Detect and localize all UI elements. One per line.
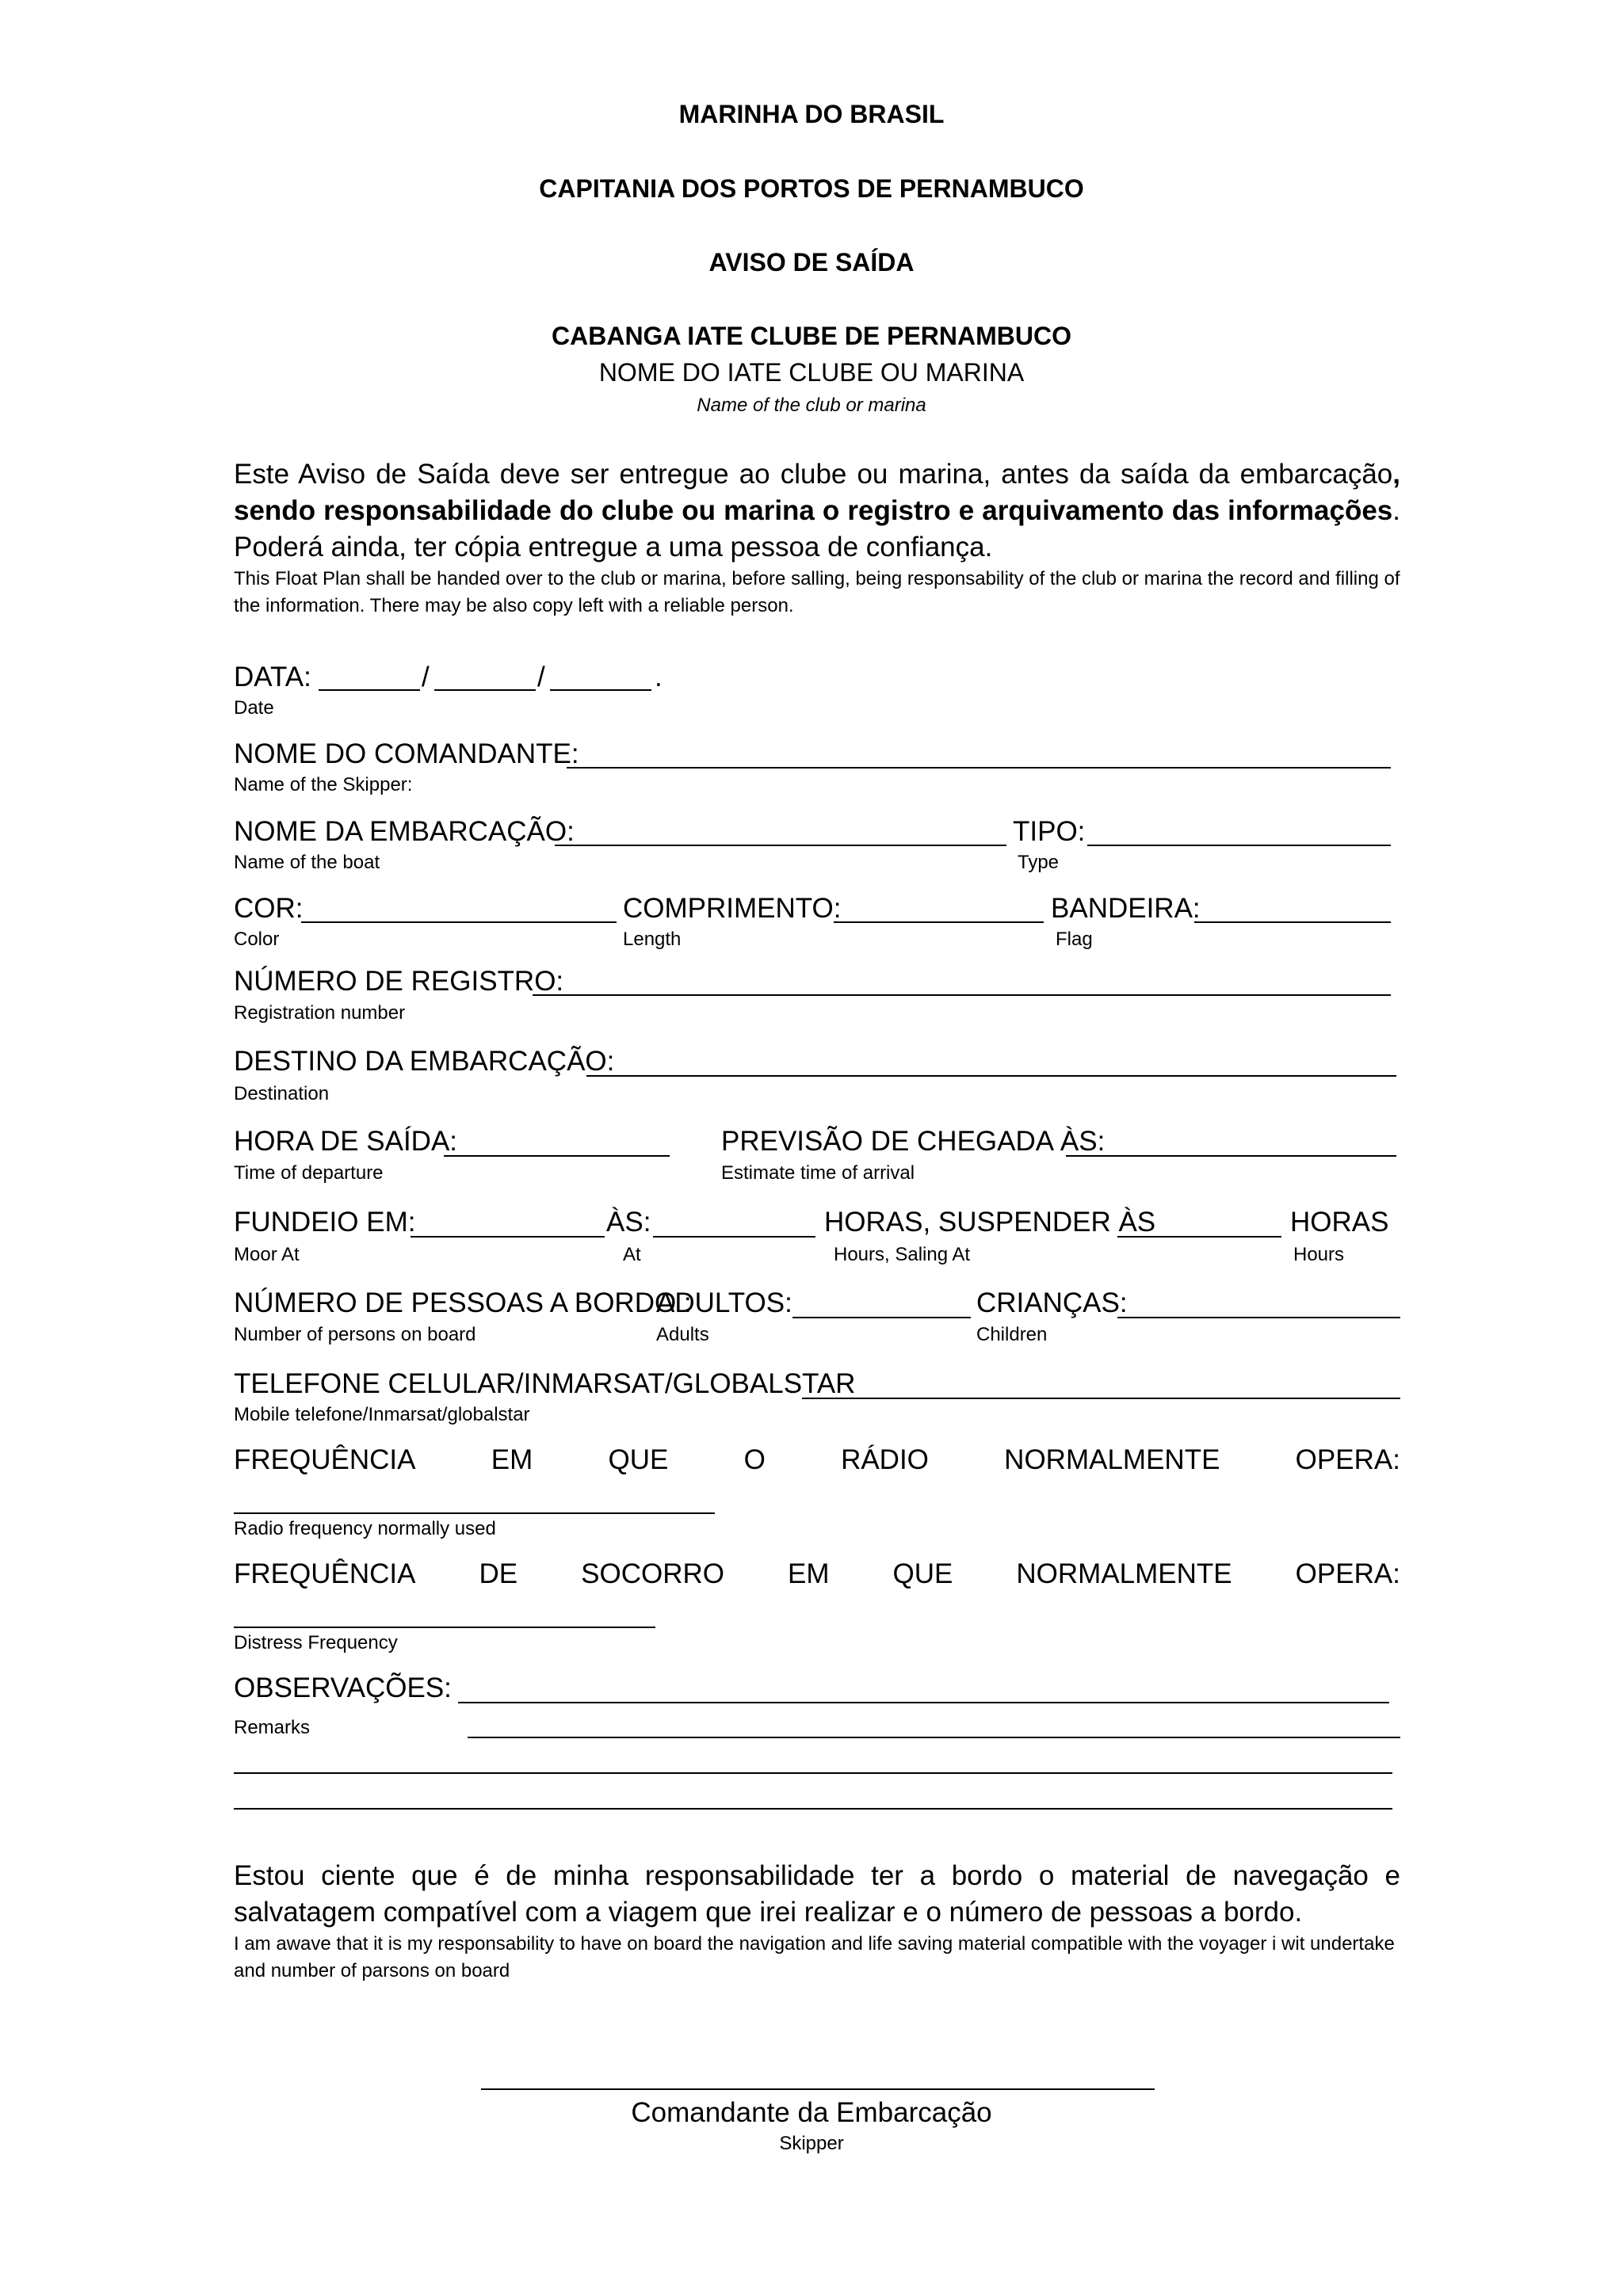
persons-en: Number of persons on board xyxy=(234,1324,476,1345)
arrival-en: Estimate time of arrival xyxy=(721,1162,915,1184)
date-year-field[interactable] xyxy=(550,689,651,691)
boat-en: Name of the boat xyxy=(234,852,380,873)
arrival-field[interactable] xyxy=(1066,1155,1396,1157)
distress-word: FREQUÊNCIA xyxy=(234,1558,416,1589)
departure-label: HORA DE SAÍDA: xyxy=(234,1126,458,1157)
signature-en: Skipper xyxy=(779,2133,844,2154)
declaration-paragraph xyxy=(234,1858,1400,1985)
radio-word: QUE xyxy=(608,1444,669,1475)
date-sep-2: / xyxy=(537,662,545,692)
length-field[interactable] xyxy=(834,921,1044,923)
intro-english: This Float Plan shall be handed over to the club or marina, before salling, being responsability of the club or marina the record and filling of the information. There may be also copy left with a reliable person. xyxy=(234,568,1400,616)
registration-en: Registration number xyxy=(234,1002,406,1024)
moor-at-field[interactable] xyxy=(653,1236,815,1238)
flag-label: BANDEIRA: xyxy=(1051,893,1201,924)
color-label: COR: xyxy=(234,893,304,924)
distress-word: DE xyxy=(479,1558,518,1589)
radio-word: EM xyxy=(491,1444,533,1475)
destination-label: DESTINO DA EMBARCAÇÃO: xyxy=(234,1046,615,1077)
children-label: CRIANÇAS: xyxy=(976,1287,1128,1318)
date-label: DATA: xyxy=(234,662,311,692)
club-label-en: Name of the club or marina xyxy=(697,395,926,416)
date-en: Date xyxy=(234,697,274,719)
intro-paragraph xyxy=(234,456,1400,620)
radio-word: OPERA: xyxy=(1295,1444,1400,1475)
radio-frequency-label xyxy=(234,1444,1400,1476)
intro-bold-text: sendo responsabilidade do clube ou marina o registro e arquivamento das informações xyxy=(234,495,1393,526)
moor-label: FUNDEIO EM: xyxy=(234,1207,416,1238)
intro-period: . xyxy=(1392,495,1400,526)
skipper-field[interactable] xyxy=(567,767,1391,769)
distress-word: EM xyxy=(788,1558,830,1589)
remarks-line-1[interactable] xyxy=(458,1702,1389,1703)
destination-en: Destination xyxy=(234,1083,330,1104)
radio-word: FREQUÊNCIA xyxy=(234,1444,416,1475)
moor-at-label: ÀS: xyxy=(606,1207,651,1238)
remarks-line-2[interactable] xyxy=(468,1737,1400,1738)
departure-en: Time of departure xyxy=(234,1162,384,1184)
weigh-anchor-field[interactable] xyxy=(1117,1236,1281,1238)
departure-field[interactable] xyxy=(444,1155,670,1157)
moor-en: Moor At xyxy=(234,1244,300,1265)
moor-hours2-label: HORAS xyxy=(1290,1207,1389,1238)
moor-hours-en: Hours, Saling At xyxy=(834,1244,971,1265)
club-label: NOME DO IATE CLUBE OU MARINA xyxy=(598,358,1025,387)
distress-word: NORMALMENTE xyxy=(1016,1558,1232,1589)
destination-field[interactable] xyxy=(586,1075,1396,1077)
radio-word: O xyxy=(743,1444,766,1475)
remarks-line-4[interactable] xyxy=(234,1808,1392,1810)
radio-word: RÁDIO xyxy=(841,1444,929,1475)
length-en: Length xyxy=(623,929,682,950)
skipper-en: Name of the Skipper: xyxy=(234,774,413,795)
declaration-text: Estou ciente que é de minha responsabilidade ter a bordo o material de navegação e salvatagem compatível com a viagem que irei realizar e o número de pessoas a bordo. xyxy=(234,1860,1400,1928)
remarks-label: OBSERVAÇÕES: xyxy=(234,1672,452,1703)
phone-field[interactable] xyxy=(802,1398,1400,1399)
date-sep-1: / xyxy=(422,662,430,692)
adults-en: Adults xyxy=(656,1324,709,1345)
date-day-field[interactable] xyxy=(319,689,420,691)
remarks-en: Remarks xyxy=(234,1717,311,1738)
registration-field[interactable] xyxy=(533,994,1391,996)
radio-frequency-field[interactable] xyxy=(234,1512,715,1514)
color-en: Color xyxy=(234,929,280,950)
distress-word: OPERA: xyxy=(1295,1558,1400,1589)
type-label: TIPO: xyxy=(1013,816,1086,847)
type-field[interactable] xyxy=(1087,845,1391,846)
arrival-label: PREVISÃO DE CHEGADA ÀS: xyxy=(721,1126,1106,1157)
date-month-field[interactable] xyxy=(434,689,536,691)
club-name: CABANGA IATE CLUBE DE PERNAMBUCO xyxy=(552,322,1071,350)
children-field[interactable] xyxy=(1117,1317,1400,1318)
skipper-label: NOME DO COMANDANTE: xyxy=(234,738,579,769)
header-navy: MARINHA DO BRASIL xyxy=(678,100,945,128)
adults-field[interactable] xyxy=(792,1317,971,1318)
length-label: COMPRIMENTO: xyxy=(623,893,842,924)
distress-word: SOCORRO xyxy=(581,1558,724,1589)
distress-frequency-en: Distress Frequency xyxy=(234,1632,398,1653)
declaration-english: I am awave that it is my responsability to have on board the navigation and life saving material compatible with the voyager i wit undertake and number of parsons on board xyxy=(234,1933,1395,1981)
remarks-line-3[interactable] xyxy=(234,1772,1392,1774)
persons-label: NÚMERO DE PESSOAS A BORDO : xyxy=(234,1287,692,1318)
header-captaincy: CAPITANIA DOS PORTOS DE PERNAMBUCO xyxy=(539,174,1084,203)
signature-label: Comandante da Embarcação xyxy=(631,2097,992,2128)
date-end: . xyxy=(655,662,663,692)
color-field[interactable] xyxy=(301,921,617,923)
children-en: Children xyxy=(976,1324,1048,1345)
radio-word: NORMALMENTE xyxy=(1004,1444,1220,1475)
registration-label: NÚMERO DE REGISTRO: xyxy=(234,966,564,997)
flag-en: Flag xyxy=(1056,929,1093,950)
adults-label: ADULTOS: xyxy=(656,1287,792,1318)
moor-at-en: At xyxy=(623,1244,641,1265)
boat-label: NOME DA EMBARCAÇÃO: xyxy=(234,816,575,847)
intro-text-2: Poderá ainda, ter cópia entregue a uma pessoa de confiança. xyxy=(234,532,993,563)
flag-field[interactable] xyxy=(1194,921,1391,923)
signature-line[interactable] xyxy=(481,2088,1155,2090)
radio-frequency-en: Radio frequency normally used xyxy=(234,1518,496,1539)
phone-label: TELEFONE CELULAR/INMARSAT/GLOBALSTAR xyxy=(234,1368,856,1399)
distress-word: QUE xyxy=(892,1558,953,1589)
phone-en: Mobile telefone/Inmarsat/globalstar xyxy=(234,1404,530,1425)
type-en: Type xyxy=(1018,852,1060,873)
boat-name-field[interactable] xyxy=(555,845,1006,846)
moor-hours2-en: Hours xyxy=(1293,1244,1345,1265)
intro-comma: , xyxy=(1392,459,1400,490)
distress-frequency-field[interactable] xyxy=(234,1627,655,1628)
header-title: AVISO DE SAÍDA xyxy=(708,248,915,277)
distress-frequency-label xyxy=(234,1558,1400,1590)
intro-text: Este Aviso de Saída deve ser entregue ao clube ou marina, antes da saída da embarcação xyxy=(234,459,1393,490)
moor-hours-label: HORAS, SUSPENDER ÀS xyxy=(824,1207,1156,1238)
moor-field[interactable] xyxy=(411,1236,605,1238)
